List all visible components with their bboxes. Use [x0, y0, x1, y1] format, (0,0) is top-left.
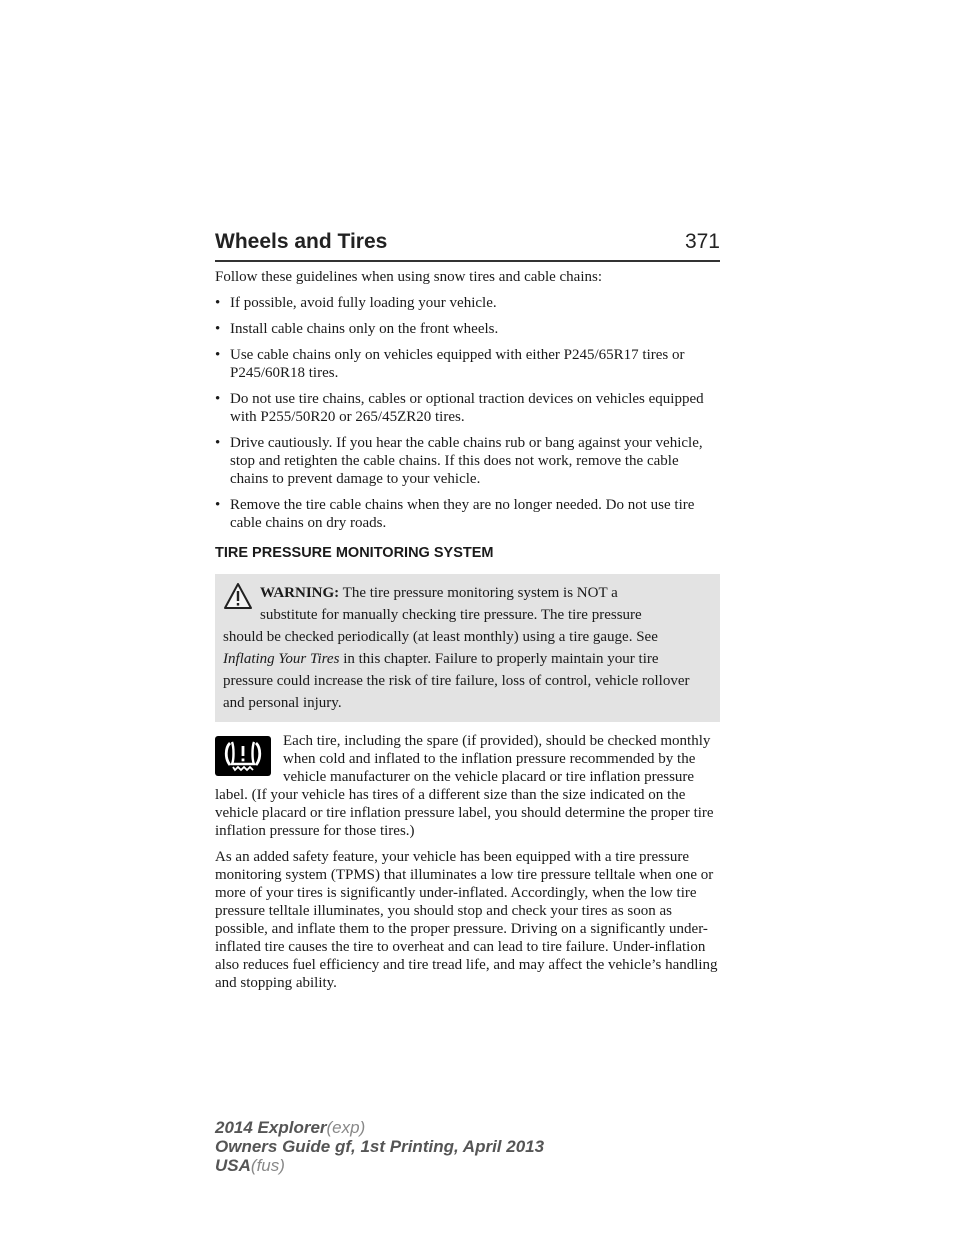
list-item: • If possible, avoid fully loading your vehicle. — [215, 295, 497, 311]
page-footer — [215, 1118, 544, 1175]
list-item: • Install cable chains only on the front wheels. — [215, 321, 499, 337]
warning-triangle-icon — [223, 582, 253, 610]
warning-line2: substitute for manually checking tire pressure. The tire pressure — [260, 607, 642, 623]
warning-text-a: should be checked periodically (at least monthly) using a tire gauge. See — [223, 629, 658, 645]
list-item: • Remove the tire cable chains when they are no longer needed. Do not use tire cable chains on dry roads. — [215, 497, 695, 531]
guidelines-list — [215, 294, 720, 532]
footer-model: 2014 Explorer — [215, 1118, 327, 1137]
list-item: • Do not use tire chains, cables or optional traction devices on vehicles equipped with P255/50R20 or 265/45ZR20 tires. — [215, 391, 704, 425]
warning-box — [215, 574, 720, 722]
list-item: • Use cable chains only on vehicles equipped with either P245/65R17 tires or P245/60R18 tires. — [215, 347, 685, 381]
tpms-paragraph-2: As an added safety feature, your vehicle has been equipped with a tire pressure monitoring system (TPMS) that illuminates a low tire pressure telltale when one or more of your tires is significantly under-inflated. Accordingly, when the low tire pressure telltale illuminates, you should stop and check your tires as soon as possible, and inflate them to the proper pressure. Driving on a significantly under-inflated tire causes the tire to overheat and can lead to tire failure. Under-inflation also reduces fuel efficiency and tire tread life, and may affect the vehicle’s handling and stopping ability. — [215, 849, 718, 991]
cross-reference-link: Inflating Your Tires — [223, 651, 340, 667]
intro-text: Follow these guidelines when using snow tires and cable chains: — [215, 269, 603, 285]
footer-market: USA — [215, 1156, 251, 1175]
page-header — [215, 230, 720, 262]
page-content — [215, 268, 720, 1000]
footer-market-code: (fus) — [250, 1156, 285, 1175]
tpms-telltale-icon — [215, 736, 271, 776]
warning-text-b: in this chapter. Failure to properly maintain your tire pressure could increase the risk of tire failure, loss of control, vehicle rollover and personal injury. — [223, 651, 690, 711]
warning-line1: The tire pressure monitoring system is NOT a — [342, 585, 618, 601]
section-heading: TIRE PRESSURE MONITORING SYSTEM — [215, 545, 494, 561]
tpms-paragraph-block — [215, 732, 720, 840]
list-item: • Drive cautiously. If you hear the cable chains rub or bang against your vehicle, stop and retighten the cable chains. If this does not work, remove the cable chains to prevent damage to your vehicle. — [215, 435, 703, 487]
warning-label: WARNING: — [260, 585, 340, 601]
chapter-title: Wheels and Tires — [215, 230, 388, 253]
footer-guide: Owners Guide gf, 1st Printing, April 2013 — [215, 1137, 545, 1156]
footer-model-code: (exp) — [326, 1118, 366, 1137]
page-number: 371 — [684, 230, 720, 253]
tpms-paragraph-1: Each tire, including the spare (if provided), should be checked monthly when cold and inflated to the inflation pressure recommended by the vehicle manufacturer on the vehicle placard or tire inflation pressure label. (If your vehicle has tires of a different size than the size indicated on the vehicle placard or tire inflation pressure label, you should determine the proper tire inflation pressure for those tires.) — [215, 733, 714, 839]
